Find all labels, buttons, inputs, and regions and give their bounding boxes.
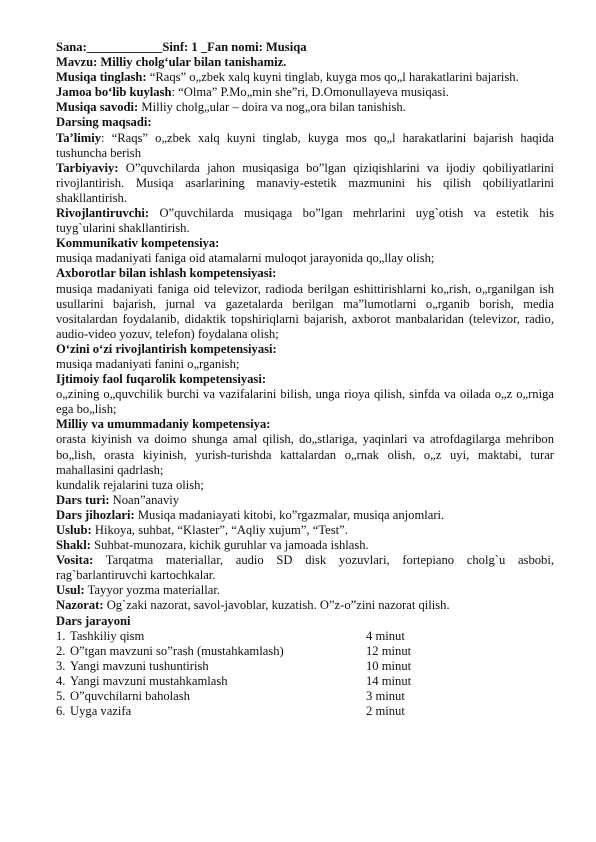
section-text: “Raqs” o„zbek xalq kuyni tinglab, kuyga mos qo„l harakatlarini bajarish.	[146, 70, 519, 85]
section-paragraph	[56, 206, 554, 236]
section-text: o„zining o„quvchilik burchi va vazifalarini bilish, unga rioya qilish, sinfda va oilada o„z o„rniga ega bo„lish;	[56, 387, 554, 417]
section-paragraph	[56, 236, 554, 251]
section-paragraph	[56, 372, 554, 387]
schedule-number: 3.	[56, 658, 66, 673]
lesson-schedule	[56, 629, 554, 720]
section-paragraph	[56, 161, 554, 206]
section-paragraph	[56, 357, 554, 372]
section-label: Uslub:	[56, 523, 92, 537]
section-label: Rivojlantiruvchi:	[56, 206, 150, 221]
section-text: Tarqatma materiallar, audio SD disk yozuvlari, fortepiano cholg`u asbobi, rag`barlantiruvchi kartochkalar.	[56, 553, 554, 583]
section-label: O‘zini o‘zi rivojlantirish kompetensiyasi:	[56, 341, 277, 356]
section-text: musiqa madaniyati fanini o„rganish;	[56, 356, 240, 371]
section-paragraph	[56, 614, 554, 629]
section-text: O”quvchilarda musiqaga bo”lgan mehrlarini uyg`otish va estetik his tuyg`ularini shakllantirish.	[56, 206, 554, 236]
section-label: Dars jarayoni	[56, 613, 131, 628]
section-paragraph	[56, 523, 554, 538]
schedule-duration: 14 minut	[366, 673, 412, 688]
section-paragraph	[56, 387, 554, 417]
section-paragraph	[56, 131, 554, 161]
schedule-duration: 4 minut	[366, 628, 405, 643]
section-text: Hikoya, suhbat, “Klaster”, “Aqliy xujum”, “Test”.	[91, 523, 348, 537]
section-paragraph	[56, 493, 554, 508]
schedule-duration: 3 minut	[366, 689, 405, 704]
section-label: Dars turi:	[56, 492, 110, 507]
section-text: musiqa madaniyati faniga oid atamalarni muloqot jarayonida qo„llay olish;	[56, 251, 435, 266]
section-paragraph	[56, 508, 554, 523]
schedule-duration: 12 minut	[366, 643, 412, 658]
section-text: Milliy cholg„ular – doira va nog„ora bilan tanishish.	[138, 100, 406, 115]
schedule-row	[56, 629, 554, 644]
section-text: : “Olma” P.Mo„min she”ri, D.Omonullayeva musiqasi.	[171, 85, 449, 100]
lesson-plan-sections	[56, 70, 554, 628]
section-paragraph	[56, 538, 554, 553]
section-paragraph	[56, 100, 554, 115]
section-paragraph	[56, 583, 554, 598]
section-paragraph	[56, 266, 554, 281]
section-paragraph	[56, 417, 554, 432]
schedule-duration: 2 minut	[366, 704, 405, 719]
section-label: Usul:	[56, 583, 85, 598]
section-label: Kommunikativ kompetensiya:	[56, 236, 220, 251]
section-paragraph	[56, 598, 554, 613]
section-paragraph	[56, 478, 554, 493]
section-text: musiqa madaniyati faniga oid televizor, radioda berilgan eshittirishlarni ko„rish, o„rganilgan ish usullarini bajarish, jurnal va gazetalarda berilgan ma”lumotlarni o„rganib borish, media vositalardan foydalanib, didaktik topshiriqlarni bajarish, axborot manbalaridan (televizor, radio, audio-video yozuv, telefon) foydalana olish;	[56, 281, 554, 341]
section-text: : “Raqs” o„zbek xalq kuyni tinglab, kuyga mos qo„l harakatlarini bajarish haqida tushuncha berish	[56, 130, 554, 160]
schedule-task: Yangi mavzuni mustahkamlash	[70, 673, 228, 688]
section-label: Jamoa bo‘lib kuylash	[56, 85, 172, 100]
section-paragraph	[56, 70, 554, 85]
schedule-row	[56, 674, 554, 689]
schedule-row	[56, 704, 554, 719]
section-label: Dars jihozlari:	[56, 507, 135, 522]
section-label: Vosita:	[56, 553, 94, 568]
section-label: Musiqa savodi:	[56, 100, 139, 115]
section-paragraph	[56, 251, 554, 266]
section-text: orasta kiyinish va doimo shunga amal qilish, do„stlariga, yaqinlari va atrofdagilarga mehribon bo„lish, orasta kiyinish, yurish-turishda kattalardan o„rnak olish, o„z uyi, maktabi, turar mahallasini qadrlash;	[56, 432, 554, 477]
section-paragraph	[56, 115, 554, 130]
schedule-number: 2.	[56, 643, 66, 658]
schedule-task: Yangi mavzuni tushuntirish	[70, 658, 209, 673]
section-label: Ijtimoiy faol fuqarolik kompetensiyasi:	[56, 372, 267, 387]
section-label: Nazorat:	[56, 598, 104, 613]
schedule-row	[56, 644, 554, 659]
schedule-number: 4.	[56, 673, 66, 688]
section-text: kundalik rejalarini tuza olish;	[56, 477, 204, 492]
schedule-number: 5.	[56, 689, 66, 704]
section-label: Milliy va umummadaniy kompetensiya:	[56, 417, 271, 432]
section-paragraph	[56, 432, 554, 477]
section-label: Tarbiyaviy:	[56, 160, 119, 175]
section-label: Darsing maqsadi:	[56, 115, 152, 130]
section-paragraph	[56, 553, 554, 583]
section-paragraph	[56, 342, 554, 357]
section-paragraph	[56, 85, 554, 100]
section-text: Musiqa madaniayati kitobi, ko”rgazmalar, musiqa anjomlari.	[134, 507, 445, 522]
schedule-duration: 10 minut	[366, 658, 412, 673]
section-text: O”quvchilarda jahon musiqasiga bo”lgan qiziqishlarini va ijodiy qobiliyatlarini rivojlantirish. Musiqa asarlarining manaviy-estetik mazmunini his qilish qobiliyatlarini shakllantirish.	[56, 160, 554, 205]
section-label: Axborotlar bilan ishlash kompetensiyasi:	[56, 266, 277, 281]
section-text: Tayyor yozma materiallar.	[84, 583, 220, 598]
section-text: Suhbat-munozara, kichik guruhlar va jamoada ishlash.	[91, 538, 369, 553]
schedule-number: 6.	[56, 704, 66, 719]
section-label: Musiqa tinglash:	[56, 70, 147, 85]
section-paragraph	[56, 282, 554, 342]
schedule-row	[56, 689, 554, 704]
schedule-row	[56, 659, 554, 674]
schedule-task: Tashkiliy qism	[70, 628, 145, 643]
section-text: Og`zaki nazorat, savol-javoblar, kuzatish. O”z-o”zini nazorat qilish.	[103, 598, 450, 613]
schedule-task: Uyga vazifa	[70, 704, 132, 719]
section-label: Ta’limiy	[56, 130, 102, 145]
schedule-task: O”tgan mavzuni so”rash (mustahkamlash)	[70, 643, 284, 658]
header-line-date-class-subject: Sana:____________Sinf: 1 _Fan nomi: Musiqa	[56, 40, 307, 54]
section-text: Noan”anaviy	[109, 492, 180, 507]
schedule-number: 1.	[56, 628, 66, 643]
header-line-topic: Mavzu: Milliy cholg‘ular bilan tanishamiz.	[56, 55, 287, 70]
section-label: Shakl:	[56, 538, 92, 553]
schedule-task: O”quvchilarni baholash	[70, 689, 190, 704]
